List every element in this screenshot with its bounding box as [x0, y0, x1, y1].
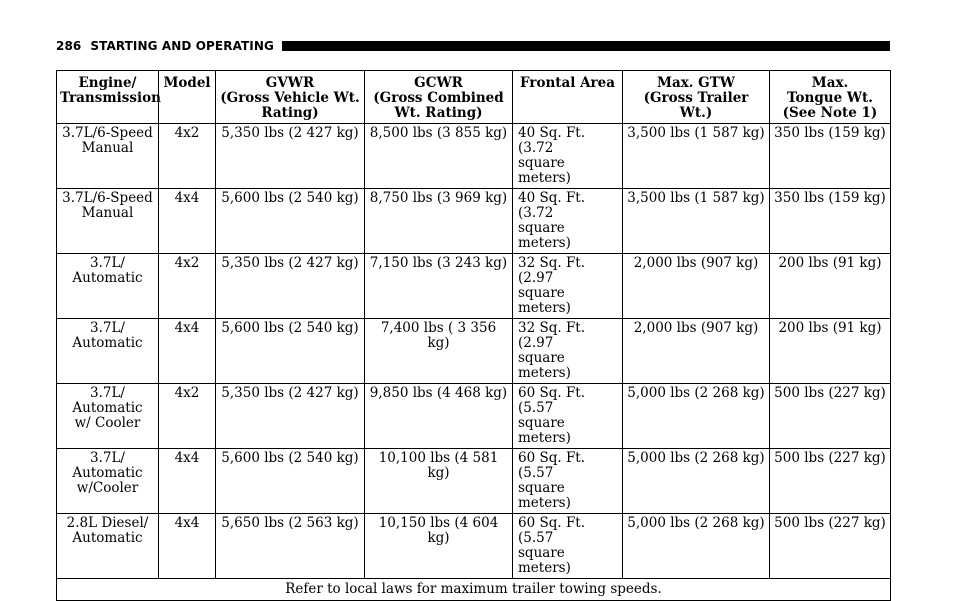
cell-line: Automatic: [72, 400, 143, 416]
cell-line: 60 Sq. Ft. (5.57: [518, 450, 586, 481]
towing-specs-table: [56, 70, 891, 601]
cell-line: 40 Sq. Ft. (3.72: [518, 125, 586, 156]
cell-line: square meters): [518, 285, 571, 316]
cell-engine: [57, 124, 159, 189]
cell-tongue: 200 lbs (91 kg): [770, 319, 891, 384]
table-row: [57, 124, 891, 189]
cell-model: 4x2: [159, 384, 216, 449]
cell-tongue: 200 lbs (91 kg): [770, 254, 891, 319]
cell-frontal: [513, 384, 623, 449]
cell-model: 4x4: [159, 449, 216, 514]
footnote-text: Refer to local laws for maximum trailer towing speeds.: [57, 579, 891, 601]
table-row: [57, 384, 891, 449]
cell-engine: [57, 189, 159, 254]
cell-line: square meters): [518, 220, 571, 251]
column-header-line: Wt. Rating): [394, 105, 483, 121]
cell-engine: [57, 319, 159, 384]
cell-frontal: [513, 254, 623, 319]
cell-gcwr: 8,500 lbs (3 855 kg): [365, 124, 513, 189]
column-header-line: Max. GTW: [657, 75, 735, 91]
page-number: 286: [56, 39, 82, 53]
cell-model: 4x4: [159, 189, 216, 254]
cell-frontal: [513, 514, 623, 579]
cell-frontal: [513, 319, 623, 384]
cell-line: 3.7L/6-Speed: [62, 190, 153, 206]
column-header-engine-transmission: [57, 71, 159, 124]
cell-line: 3.7L/: [90, 385, 125, 401]
cell-line: Automatic: [72, 270, 143, 286]
column-header-line: Rating): [261, 105, 319, 121]
column-header-gcwr: [365, 71, 513, 124]
cell-tongue: 500 lbs (227 kg): [770, 449, 891, 514]
cell-line: 3.7L/: [90, 450, 125, 466]
cell-line: Manual: [81, 205, 134, 221]
column-header-model: [159, 71, 216, 124]
cell-gvwr: 5,350 lbs (2 427 kg): [216, 254, 365, 319]
cell-gtw: 3,500 lbs (1 587 kg): [623, 124, 770, 189]
column-header-line: Engine/: [78, 75, 137, 91]
column-header-line: (See Note 1): [782, 105, 878, 121]
column-header-line: (Gross Vehicle Wt.: [220, 90, 360, 106]
cell-line: 2.8L Diesel/: [66, 515, 149, 531]
cell-frontal: [513, 449, 623, 514]
cell-gvwr: 5,650 lbs (2 563 kg): [216, 514, 365, 579]
header-rule: [282, 41, 890, 51]
cell-line: square meters): [518, 155, 571, 186]
cell-line: Manual: [81, 140, 134, 156]
cell-tongue: 500 lbs (227 kg): [770, 384, 891, 449]
column-header-line: Transmission: [60, 90, 161, 106]
cell-tongue: 350 lbs (159 kg): [770, 124, 891, 189]
cell-gcwr: 8,750 lbs (3 969 kg): [365, 189, 513, 254]
cell-line: 3.7L/6-Speed: [62, 125, 153, 141]
cell-gtw: 5,000 lbs (2 268 kg): [623, 514, 770, 579]
column-header-line: Model: [163, 75, 211, 91]
cell-gvwr: 5,350 lbs (2 427 kg): [216, 384, 365, 449]
cell-line: 3.7L/: [90, 255, 125, 271]
cell-gcwr: 7,400 lbs ( 3 356 kg): [365, 319, 513, 384]
cell-line: 3.7L/: [90, 320, 125, 336]
cell-model: 4x2: [159, 254, 216, 319]
cell-tongue: 350 lbs (159 kg): [770, 189, 891, 254]
section-title: STARTING AND OPERATING: [90, 39, 274, 53]
table-row: [57, 189, 891, 254]
table-row: [57, 449, 891, 514]
cell-line: w/ Cooler: [74, 415, 141, 431]
cell-gtw: 5,000 lbs (2 268 kg): [623, 449, 770, 514]
cell-gcwr: 10,150 lbs (4 604 kg): [365, 514, 513, 579]
column-header-line: Max.: [811, 75, 849, 91]
cell-frontal: [513, 189, 623, 254]
cell-line: w/Cooler: [76, 480, 139, 496]
footnote-row: [57, 579, 891, 601]
table-body: [57, 124, 891, 601]
cell-gtw: 2,000 lbs (907 kg): [623, 254, 770, 319]
cell-gvwr: 5,350 lbs (2 427 kg): [216, 124, 365, 189]
table-row: [57, 254, 891, 319]
column-header-line: (Gross Trailer Wt.): [643, 90, 749, 121]
table-row: [57, 319, 891, 384]
page-header: [56, 37, 890, 55]
cell-gvwr: 5,600 lbs (2 540 kg): [216, 449, 365, 514]
cell-gtw: 5,000 lbs (2 268 kg): [623, 384, 770, 449]
cell-gvwr: 5,600 lbs (2 540 kg): [216, 319, 365, 384]
cell-line: square meters): [518, 545, 571, 576]
column-header-max-gtw: [623, 71, 770, 124]
cell-line: square meters): [518, 350, 571, 381]
column-header-line: GCWR: [414, 75, 463, 91]
column-header-frontal-area: [513, 71, 623, 124]
cell-gvwr: 5,600 lbs (2 540 kg): [216, 189, 365, 254]
column-header-line: GVWR: [265, 75, 315, 91]
column-header-gvwr: [216, 71, 365, 124]
table-row: [57, 514, 891, 579]
cell-line: Automatic: [72, 530, 143, 546]
cell-line: 40 Sq. Ft. (3.72: [518, 190, 586, 221]
cell-line: 60 Sq. Ft. (5.57: [518, 515, 586, 546]
column-header-max-tongue-wt: [770, 71, 891, 124]
cell-gtw: 3,500 lbs (1 587 kg): [623, 189, 770, 254]
cell-engine: [57, 384, 159, 449]
cell-gtw: 2,000 lbs (907 kg): [623, 319, 770, 384]
cell-tongue: 500 lbs (227 kg): [770, 514, 891, 579]
cell-line: Automatic: [72, 465, 143, 481]
cell-line: square meters): [518, 480, 571, 511]
cell-frontal: [513, 124, 623, 189]
cell-line: 60 Sq. Ft. (5.57: [518, 385, 586, 416]
cell-line: 32 Sq. Ft. (2.97: [518, 255, 586, 286]
cell-model: 4x4: [159, 514, 216, 579]
table-header-row: [57, 71, 891, 124]
cell-line: square meters): [518, 415, 571, 446]
cell-model: 4x4: [159, 319, 216, 384]
cell-gcwr: 10,100 lbs (4 581 kg): [365, 449, 513, 514]
column-header-line: Frontal Area: [519, 75, 615, 91]
cell-engine: [57, 514, 159, 579]
cell-gcwr: 9,850 lbs (4 468 kg): [365, 384, 513, 449]
cell-model: 4x2: [159, 124, 216, 189]
column-header-line: (Gross Combined: [373, 90, 504, 106]
cell-gcwr: 7,150 lbs (3 243 kg): [365, 254, 513, 319]
column-header-line: Tongue Wt.: [787, 90, 873, 106]
cell-engine: [57, 254, 159, 319]
cell-line: Automatic: [72, 335, 143, 351]
cell-engine: [57, 449, 159, 514]
cell-line: 32 Sq. Ft. (2.97: [518, 320, 586, 351]
